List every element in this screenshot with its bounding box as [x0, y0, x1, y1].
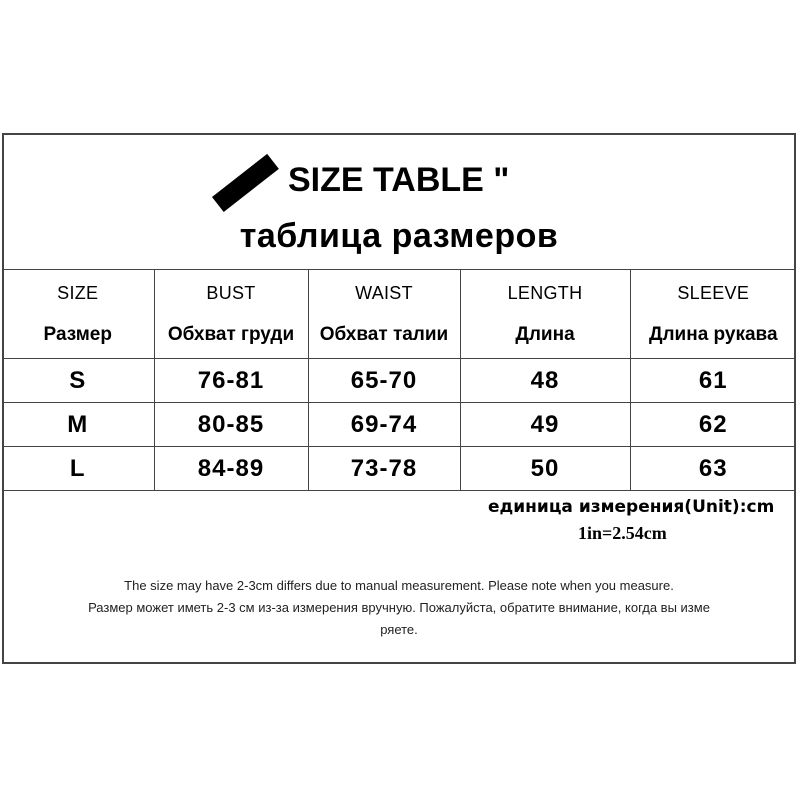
cell-sleeve: 61	[630, 359, 796, 403]
cell-bust: 80-85	[154, 403, 308, 447]
cell-waist: 65-70	[308, 359, 460, 403]
unit-conversion: 1in=2.54cm	[578, 523, 667, 543]
cell-sleeve: 62	[630, 403, 796, 447]
header-label-ru: Обхват талии	[319, 324, 449, 345]
note-russian-line1: Размер может иметь 2-3 см из-за измерения вручную. Пожалуйста, обратите внимание, когда вы изме	[88, 600, 710, 615]
measurement-note	[4, 575, 794, 641]
header-row	[2, 270, 796, 359]
cell-length: 50	[460, 447, 630, 491]
header-label-ru: Длина рукава	[648, 324, 778, 345]
cell-bust: 76-81	[154, 359, 308, 403]
header-label-en: WAIST	[355, 283, 413, 303]
size-table	[2, 269, 796, 491]
cell-size: S	[2, 359, 154, 403]
header-size	[2, 270, 154, 359]
header-waist	[308, 270, 460, 359]
note-russian-line2: ряете.	[380, 622, 418, 637]
title-area	[4, 135, 794, 271]
title-english: SIZE TABLE "	[288, 161, 510, 199]
header-label-ru: Размер	[43, 324, 112, 345]
header-label-en: BUST	[206, 283, 256, 303]
title-slash-decoration	[212, 154, 279, 212]
header-label-en: SLEEVE	[677, 283, 750, 303]
table-row-s	[2, 359, 796, 403]
unit-label: единица измерения(Unit):cm	[488, 497, 775, 517]
header-bust	[154, 270, 308, 359]
cell-length: 49	[460, 403, 630, 447]
header-label-en: SIZE	[57, 283, 99, 303]
size-chart-frame	[2, 133, 796, 664]
cell-bust: 84-89	[154, 447, 308, 491]
table-row-l	[2, 447, 796, 491]
note-english: The size may have 2-3cm differs due to manual measurement. Please note when you measure.	[124, 578, 674, 593]
header-length	[460, 270, 630, 359]
header-sleeve	[630, 270, 796, 359]
header-label-ru: Обхват груди	[167, 324, 295, 345]
cell-sleeve: 63	[630, 447, 796, 491]
header-label-ru: Длина	[515, 324, 575, 345]
cell-size: L	[2, 447, 154, 491]
table-row-m	[2, 403, 796, 447]
cell-waist: 69-74	[308, 403, 460, 447]
header-label-en: LENGTH	[507, 283, 583, 303]
cell-length: 48	[460, 359, 630, 403]
cell-waist: 73-78	[308, 447, 460, 491]
cell-size: M	[2, 403, 154, 447]
title-russian: таблица размеров	[239, 217, 559, 255]
